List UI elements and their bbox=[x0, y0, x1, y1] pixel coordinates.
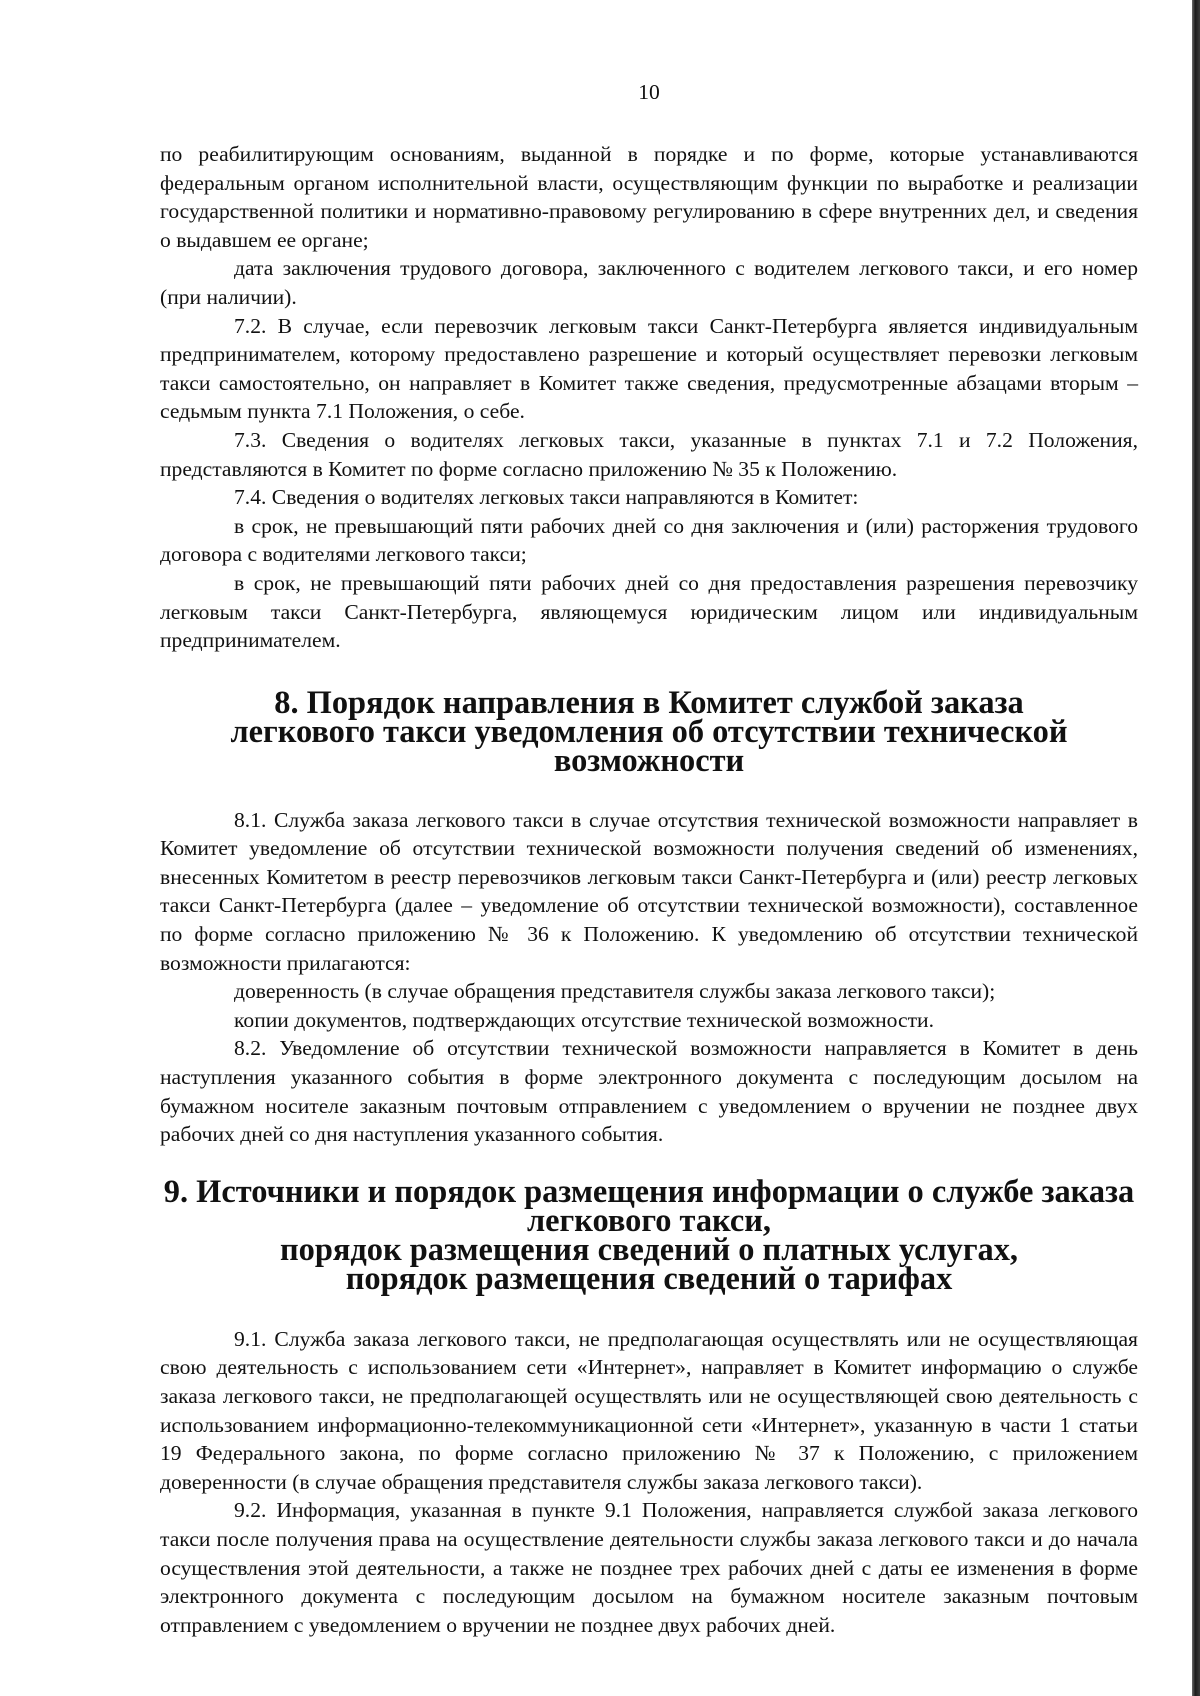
section-9-heading bbox=[160, 1173, 1138, 1297]
paragraph: в срок, не превышающий пяти рабочих дней со дня предоставления разрешения перевозчику легковым такси Санкт-Петербурга, являющемуся юридическим лицом или индивидуальным предпринимателем. bbox=[160, 570, 1138, 653]
document-page bbox=[160, 78, 1138, 1639]
heading-line: легкового такси уведомления об отсутствии технической возможности bbox=[230, 713, 1068, 779]
paragraph-7-3: 7.3. Сведения о водителях легковых такси, указанные в пунктах 7.1 и 7.2 Положения, представляются в Комитет по форме согласно приложению № 35 к Положению. bbox=[160, 427, 1138, 481]
paragraph-7-2: 7.2. В случае, если перевозчик легковым такси Санкт-Петербурга является индивидуальным предпринимателем, которому предоставлено разрешение и который осуществляет перевозки легковым такси самостоятельно, он направляет в Комитет также сведения, предусмотренные абзацами вторым – седьмым пункта 7.1 Положения, о себе. bbox=[160, 313, 1138, 424]
paragraph-7-4: 7.4. Сведения о водителях легковых такси направляются в Комитет: bbox=[234, 485, 859, 510]
heading-line: 8. Порядок направления в Комитет службой заказа bbox=[274, 684, 1024, 721]
heading-line: 9. Источники и порядок размещения информации о службе заказа легкового такси, bbox=[163, 1173, 1135, 1239]
heading-line: порядок размещения сведений о платных услугах, bbox=[279, 1231, 1019, 1268]
paragraph: по реабилитирующим основаниям, выданной в порядке и по форме, которые устанавливаются федеральным органом исполнительной власти, осуществляющим функции по выработке и реализации государственной политики и нормативно-правовому регулированию в сфере внутренних дел, и сведения о выдавшем ее органе; bbox=[160, 142, 1138, 252]
paragraph-8-2: 8.2. Уведомление об отсутствии технической возможности направляется в Комитет в день наступления указанного события в форме электронного документа с последующим досылом на бумажном носителе заказным почтовым отправлением с уведомлением о вручении не позднее двух рабочих дней со дня наступления указанного события. bbox=[160, 1036, 1138, 1147]
paragraph: в срок, не превышающий пяти рабочих дней со дня заключения и (или) расторжения трудового договора с водителями легкового такси; bbox=[160, 513, 1138, 567]
paragraph: доверенность (в случае обращения представителя службы заказа легкового такси); bbox=[234, 979, 996, 1004]
section-9-body bbox=[160, 1325, 1138, 1640]
paragraph-9-2: 9.2. Информация, указанная в пункте 9.1 Положения, направляется службой заказа легкового такси после получения права на осуществление деятельности службы заказа легкового такси и до начала осуществления этой деятельности, а также не позднее трех рабочих дней с даты ее изменения в форме электронного документа с последующим досылом на бумажном носителе заказным почтовым отправлением с уведомлением о вручении не позднее двух рабочих дней. bbox=[160, 1498, 1138, 1637]
paragraph: копии документов, подтверждающих отсутствие технической возможности. bbox=[234, 1007, 934, 1032]
section-8-heading bbox=[160, 684, 1138, 779]
heading-line: порядок размещения сведений о тарифах bbox=[345, 1260, 953, 1297]
paragraph-9-1: 9.1. Служба заказа легкового такси, не предполагающая осуществлять или не осуществляющая свою деятельность с использованием сети «Интернет», направляет в Комитет информацию о службе заказа легкового такси, не предполагающей осуществлять или не осуществляющей свою деятельность с использованием информационно-телекоммуникационной сети «Интернет», указанную в части 1 статьи 19 Федерального закона, по форме согласно приложению № 37 к Положению, с приложением доверенности (в случае обращения представителя службы заказа легкового такси). bbox=[160, 1326, 1138, 1494]
paragraph: дата заключения трудового договора, заключенного с водителем легкового такси, и его номер (при наличии). bbox=[160, 256, 1138, 309]
page-number: 10 bbox=[638, 80, 660, 104]
section-8-body bbox=[160, 806, 1138, 1149]
paragraph-8-1: 8.1. Служба заказа легкового такси в случае отсутствия технической возможности направляет в Комитет уведомление об отсутствии технической возможности получения сведений об изменениях, внесенных Комитетом в реестр перевозчиков легковым такси Санкт-Петербурга и (или) реестр легковых такси Санкт-Петербурга (далее – уведомление об отсутствии технической возможности), составленное по форме согласно приложению № 36 к Положению. К уведомлению об отсутствии технической возможности прилагаются: bbox=[160, 807, 1138, 975]
intro-block bbox=[160, 140, 1138, 655]
scan-edge bbox=[1192, 0, 1200, 1696]
